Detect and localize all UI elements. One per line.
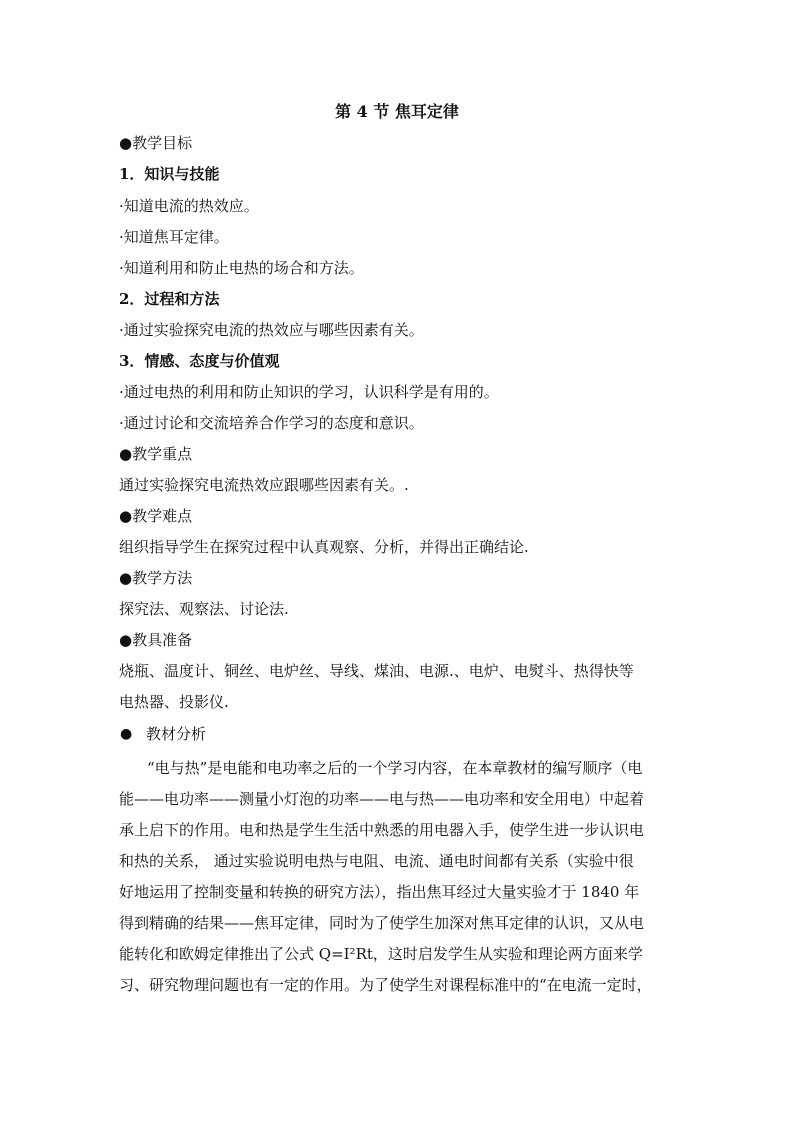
analysis-heading: 教材分析 (146, 725, 207, 743)
analysis-line: 能转化和欧姆定律推出了公式 Q=I²Rt，这时启发学生从实验和理论两方面来学 (119, 945, 643, 963)
section2-heading: 2．过程和方法 (119, 290, 220, 308)
teaching-goals-heading: ●教学目标 (119, 134, 193, 152)
analysis-line: 得到精确的结果——焦耳定律，同时为了使学生加深对焦耳定律的认识，又从电 (119, 914, 645, 932)
section1-item: ·知道利用和防止电热的场合和方法。 (119, 259, 364, 277)
analysis-line: 能——电功率——测量小灯泡的功率——电与热——电功率和安全用电）中起着 (119, 790, 645, 808)
page-title: 第 4 节 焦耳定律 (335, 102, 459, 121)
analysis-line: 好地运用了控制变量和转换的研究方法），指出焦耳经过大量实验才于 1840 年 (119, 883, 640, 901)
analysis-line: 承上启下的作用。电和热是学生生活中熟悉的用电器入手，使学生进一步认识电 (119, 821, 645, 839)
key-points-text: 通过实验探究电流热效应跟哪些因素有关。. (119, 476, 409, 494)
section1-heading: 1．知识与技能 (119, 165, 220, 183)
analysis-line: 习、研究物理问题也有一定的作用。为了使学生对课程标准中的“在电流一定时， (119, 976, 652, 994)
analysis-bullet-icon: ● (120, 726, 133, 742)
equipment-heading: ●教具准备 (119, 631, 193, 649)
difficulties-text: 组织指导学生在探究过程中认真观察、分析，并得出正确结论. (119, 538, 529, 556)
equipment-text-line: 电热器、投影仪. (119, 693, 229, 711)
methods-heading: ●教学方法 (119, 569, 193, 587)
section3-heading: 3．情感、态度与价值观 (119, 352, 280, 370)
key-points-heading: ●教学重点 (119, 445, 193, 463)
section3-item: ·通过讨论和交流培养合作学习的态度和意识。 (119, 414, 424, 432)
analysis-paragraph (119, 753, 689, 1001)
equipment-text-line: 烧瓶、温度计、铜丝、电炉丝、导线、煤油、电源.、电炉、电熨斗、热得快等 (119, 662, 634, 680)
section1-item: ·知道电流的热效应。 (119, 197, 259, 215)
section1-item: ·知道焦耳定律。 (119, 228, 229, 246)
section2-item: ·通过实验探究电流的热效应与哪些因素有关。 (119, 321, 424, 339)
section3-item: ·通过电热的利用和防止知识的学习，认识科学是有用的。 (119, 383, 499, 401)
analysis-line: “电与热”是电能和电功率之后的一个学习内容，在本章教材的编写顺序（电 (147, 759, 643, 777)
difficulties-heading: ●教学难点 (119, 507, 193, 525)
methods-text: 探究法、观察法、讨论法. (119, 600, 289, 618)
analysis-line: 和热的关系， 通过实验说明电热与电阻、电流、通电时间都有关系（实验中很 (119, 852, 634, 870)
